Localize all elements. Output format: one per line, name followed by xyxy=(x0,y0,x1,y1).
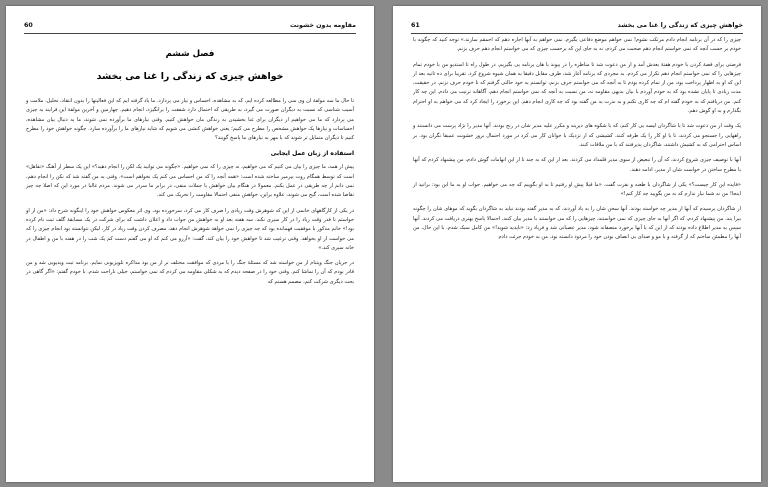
paragraph: در جریان جنگ ویتنام از من خواسته شد که مسئلهٔ جنگ را با مردی که موافقت مختلف تر از من بود مذاکره تلویزیونی نمایم. برنامه ثبت ویدیویی شد و من قادر بودم که آن را تماشا کنم. وقتی خود را در صفحه دیدم که به شکلی مقاومه می کردم که نمی خواستم، خیلی ناراحت شدم. با خودم گفتم: «اگر گاهی در بحث دیگری شرکت کنم، مصمم هستم که xyxy=(26,260,354,285)
page-body xyxy=(413,36,741,249)
paragraph: یک وقت از من دعوت شد تا با شاگردان لیسه یی کار کنم، که با شکوه های دیرینه و مکرر علیه مدیر شان در رنج بودند. آنها مدیر را نژاد پرست می دانستند و راههایی را جستجو می کردند، تا با او کار را یک طرفه کنند. کشیشی که از نزدیک با جوانان کار می کرد در مورد احتمال بروز خشونت عمیقا نگران بود. بر اساس احترامی که به کشیش داشتند، شاگردان پذیرفتند که با من ملاقات کنند. xyxy=(413,123,741,148)
chapter-title: خواهش چیزی که زندگی را غنا می بخشد xyxy=(96,71,284,82)
page-body xyxy=(26,42,354,293)
page-number: 60 xyxy=(24,22,33,29)
section-heading: استفاده از زبان عمل ایجابی xyxy=(270,150,354,158)
page-number: 61 xyxy=(411,22,420,29)
paragraph: در یکی از کارگاههای خانمی از این که شوهرش وقت زیادی را صرف کار می کرد، سرخورده بود، وی اثر معکوس خواهش خود را اینگونه شرح داد: «من از او خواستم تا قدر وقت زیاد را در کار سپری نکند. سه هفته بعد او به خواهش من جواب داد و اعلان داشت که برای شرکت در یک مسابقهٔ گلف ثبت نام کرده بود!» خانم مذکور با موفقیت فهمانده بود که چه چیزی را نمی خواهد شوهرش انجام دهد، مصرف کردن وقت زیاد در کار، لیکن نتوانسته بود انجام چیزی را که می خواست از او بخواهد. وقتی ترغیب شد تا خواهش خود را بیان کند، گفت: «آرزو می کنم که او می گفتم دست کم یک شب را در هفته با من و اطفال در خانه سپری کند.» xyxy=(26,207,354,251)
chapter-label: فصل ششم xyxy=(165,49,215,59)
paragraph: پیش از همه، ما چیزی را بیان می کنیم که می خواهیم، نه چیزی را که نمی خواهیم. «چگونه می توانید یک لکن را انجام دهید؟» این یک سطر از آهنگ «تفاهل» است که توسط همگام روت بیرمیر ساخته شده است: «همه آنچه را که من احساس می کنم یک نخواهم است». وقتی به من گفته شد که نکن را انجام دهم، نمی دانم از چه طریقی در عمل بکنم. معمولا در هنگام بیان خواهش با جملات منفی، در برابر ما سردر می شوند. مردم غالبا در مورد این که اصلا چه چیز تقاضا شده است، گیج می شوند، علاوه براین، خواهش منفی احتمالا مقاومت را تحریک می کند. xyxy=(26,164,354,199)
running-header xyxy=(411,22,743,34)
paragraph: آنها با توصیف چیزی شروع کردند، که آن را تبعیض از سوی مدیر قلمداد می کردند. بعد از این که به چند تا از این اتهامات گوش دادم، من پیشنهاد کردم که آنها با مطرح ساختن در خواست شان از مدیر، ادامه دهند. xyxy=(413,157,741,173)
running-header xyxy=(24,22,356,34)
paragraph: چیزی را که در آن برنامه انجام دادم مرتکب نشوم! نمی خواهم موضع دفاعی بگیرم. نمی خواهم به آنها اجازه دهم که احمقم سازند.» توجه کنید که چگونه با خودم بر حسب آنچه که نمی خواستم انجام دهم صحبت می کردم، نه به جای این که برحسب چیزی که می خواستم انجام دهم حرف بزنم. xyxy=(413,37,741,53)
paragraph: از شاگردان پرسیدم که آنها از مدیر چه خواسته بودند. آنها سخن شان را به یاد آوردند، که به مدیر گفته بودند نباید به شاگردان بگوید که موهای شان را چگونه بپرا یند. من پیشنهاد کردم، که اگر آنها به جای چیزی که نمی خواستند، چیزهایی را که می خواستند با مدیر بیان کنند، احتمالا پاسخ بهتری دریافت می کردند. آنها سپس به مدیر اطلاع داده بودند که از این که با آنها برخورد منصفانه شود، مدیر عصبانی شد و فریاد زد: «ناپدید شوید!» من کامل سبک شدم. با این حال، من آنها را مطمئن ساختم که از گرفته و با مو و صدای بی انصاف بودن خود را مردود دانسته بود. من به خودم جرئت دادم xyxy=(413,206,741,241)
paragraph: فرصتی برای قصهٔ کردن با خودم هفتهٔ بعدش آمد و از من دعوت شد تا مناظره را در پیوند با هان برنامه پی بگیریم. در طول راه تا استدیو من با خودم تمام چیزهایی را که نمی خواستم انجام دهم تکرار می کردم. به مجردی که برنامه آغاز شد، طرف مقابل دقیقا به همان شیوه شروع کرد. تقریبا برای ده ثانیه بعد از این که او به اظهار پرداخت بود، من از تمام کرده بودم تا به آنچه که می خواستم حرف بزنم، توانستم به خود حالتی گرفتم که تا خودم حرف نزنم. در حقیقت، مدت زیادی تا پایان نشده بود که به خودم آوردم با بیان بدیهی مقاومه نه، من نسبت به آنچه که نمی خواستم انجام دهم، آگاهانه ترتیب می دادم. این چه کار کنم. من دریافتم که به خودم گفته ام که چه کاری نکنم و به ندرت به من گفته بود که چه کاری انجام دهم. این برخورد را ایجاد کرد که می خواهم به او احترام بگذارم و به او گوش دهم. xyxy=(413,61,741,115)
running-title: مقاومه بدون خشونت xyxy=(289,22,356,29)
paragraph: «فایده این کار چیست؟» یکی از شاگردان با طعنه و نفرت گفت. «ما قبلا پیش او رفتیم تا به او بگوییم که چه می خواهیم. جواب او به ما این بود: برانید از اینجا! من نه شما نیاز ندارم که به من بگویید چه کار کنم!» xyxy=(413,181,741,198)
paragraph: تا حال ما سه مولفهٔ ان وی سی را مطالعه کرده ایم، که به مشاهده، احساس و نیاز می پردازد. ما یاد گرفته ایم که این فعالیتها را بدون انتقاد، تحلیل، ملامت و آسیب شناسی که نسبت به دیگران صورت می گیرد، به طریقی که احتمال دارد شفقت را برانگیزد، انجام دهیم. چهارمین و آخرین مولفهٔ این فرایند به چیزی می پردازد که ما می خواهیم از دیگران برای غنا بخشیدن به زندگی مان خواهش کنیم. وقتی نیازهای ما برآورده نمی شوند، ما به دنبال بیان مشاهده، احساسات و نیازها یک خواهش مشخص را مطرح می کنیم؛ یعنی خواهش کنشی می شویم که شاید نیازهای ما را برآورده سازد. چگونه خواهش خود را مطرح کنیم تا دیگران متمایل تر شوند که با مهر به نیازهای ما پاسخ گویند؟ xyxy=(26,98,354,142)
left-page xyxy=(6,6,374,482)
running-title: خواهش چیزی که زندگی را غنا می بخشد xyxy=(617,22,743,29)
right-page xyxy=(393,6,761,482)
